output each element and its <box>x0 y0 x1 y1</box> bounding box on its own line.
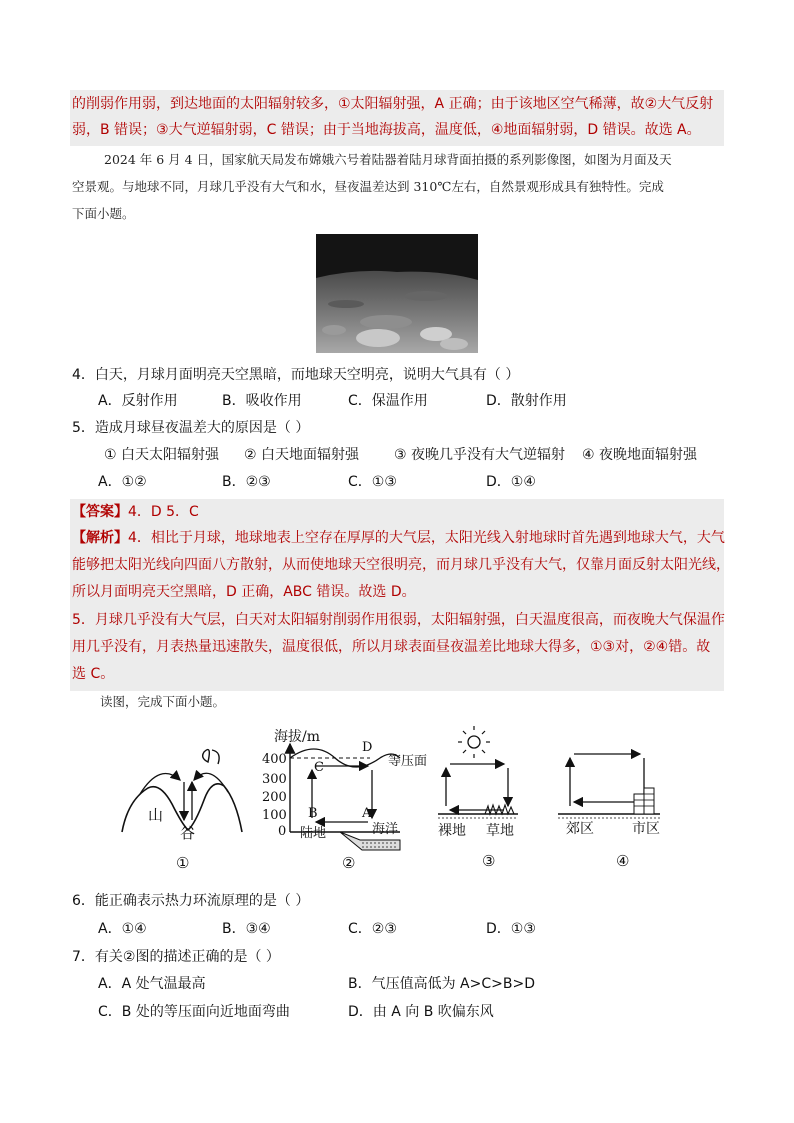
suburb-label: 郊区 <box>566 821 594 837</box>
mountain-label: 山 <box>148 806 164 824</box>
land-label: 陆地 <box>300 826 327 841</box>
option-d: D．①③ <box>486 921 536 937</box>
option-b: B．②③ <box>222 474 271 490</box>
isobar-label: 等压面 <box>388 754 428 769</box>
grassland-label: 草地 <box>486 823 514 839</box>
city-label: 市区 <box>632 821 660 837</box>
diagram-number: ② <box>342 854 356 872</box>
option-c: C．B 处的等压面向近地面弯曲 <box>98 1004 290 1020</box>
option-c: C．②③ <box>348 921 397 937</box>
diagram-4-suburb-city <box>558 754 660 818</box>
analysis-line: 5．月球几乎没有大气层，白天对太阳辐射削弱作用很弱，太阳辐射强，白天温度很高，而夜晚大气保温作 <box>72 612 725 628</box>
diagram-number: ③ <box>482 852 496 870</box>
point-c-label: C <box>314 760 324 775</box>
option-b: B．③④ <box>222 921 271 937</box>
y-axis-label: 海拔/m <box>274 729 320 745</box>
analysis-line: 能够把太阳光线向四面八方散射，从而使地球天空很明亮，而月球几乎没有大气，仅靠月面反射太阳光线， <box>72 557 730 573</box>
answer-text: 4．D 5．C <box>128 504 199 520</box>
bare-land-label: 裸地 <box>438 823 466 839</box>
analysis-tag: 【解析】 <box>72 530 128 546</box>
valley-label: 谷 <box>180 824 196 842</box>
explanation-line: 弱，B 错误；③大气逆辐射弱，C 错误；由于当地海拔高，温度低，④地面辐射弱，D 错误。故选 A。 <box>72 122 701 138</box>
option-a: A．①② <box>98 474 147 490</box>
option-d: D．①④ <box>486 474 536 490</box>
question-4-stem: 4．白天，月球月面明亮天空黑暗，而地球天空明亮，说明大气具有（ ） <box>72 367 520 383</box>
diagram-number: ① <box>176 854 190 872</box>
tick-label: 200 <box>262 790 287 805</box>
option-d: D．由 A 向 B 吹偏东风 <box>348 1004 494 1020</box>
statement-item: ④ 夜晚地面辐射强 <box>582 447 698 463</box>
point-d-label: D <box>362 740 373 755</box>
option-b: B．气压值高低为 A>C>B>D <box>348 976 535 992</box>
diagram-number: ④ <box>616 852 630 870</box>
sea-label: 海洋 <box>372 822 399 837</box>
tick-label: 300 <box>262 772 287 787</box>
analysis-line: 用几乎没有，月表热量迅速散失，温度很低，所以月球表面昼夜温差比地球大得多，①③对，②④错。故 <box>72 639 711 655</box>
analysis-line <box>72 525 725 551</box>
question-5-stem: 5．造成月球昼夜温差大的原因是（ ） <box>72 420 310 436</box>
option-c: C．保温作用 <box>348 393 428 409</box>
statement-item: ② 白天地面辐射强 <box>244 447 360 463</box>
option-a: A．①④ <box>98 921 147 937</box>
diagram-3-bare-grass <box>438 726 518 818</box>
passage-text: 读图，完成下面小题。 <box>100 694 226 709</box>
analysis-text: 4．相比于月球，地球地表上空存在厚厚的大气层，太阳光线入射地球时首先遇到地球大气，大气 <box>128 530 725 546</box>
option-a: A．A 处气温最高 <box>98 976 206 992</box>
analysis-line: 所以月面明亮天空黑暗，D 正确，ABC 错误。故选 D。 <box>72 584 416 600</box>
circulation-diagrams <box>100 722 700 882</box>
answer-tag: 【答案】 <box>72 504 128 520</box>
tick-label: 100 <box>262 808 287 823</box>
option-a: A．反射作用 <box>98 393 178 409</box>
diagram-svg <box>100 722 700 882</box>
point-b-label: B <box>308 806 318 821</box>
statement-item: ③ 夜晚几乎没有大气逆辐射 <box>394 447 566 463</box>
passage-text: 2024 年 6 月 4 日，国家航天局发布嫦娥六号着陆器着陆月球背面拍摄的系列影像图，如图为月面及天 <box>104 152 672 167</box>
passage-text: 下面小题。 <box>72 206 135 221</box>
option-b: B．吸收作用 <box>222 393 302 409</box>
option-c: C．①③ <box>348 474 397 490</box>
tick-label: 0 <box>278 824 287 839</box>
point-a-label: A <box>362 806 372 821</box>
moon-surface-photo <box>316 234 478 353</box>
analysis-line: 选 C。 <box>72 666 115 682</box>
question-7-stem: 7．有关②图的描述正确的是（ ） <box>72 949 280 965</box>
question-6-stem: 6．能正确表示热力环流原理的是（ ） <box>72 893 310 909</box>
diagram-1-mountain-valley <box>122 750 242 832</box>
option-d: D．散射作用 <box>486 393 567 409</box>
statement-item: ① 白天太阳辐射强 <box>104 447 220 463</box>
explanation-line: 的削弱作用弱，到达地面的太阳辐射较多，①太阳辐射强，A 正确；由于该地区空气稀薄，故②大气反射 <box>72 96 714 112</box>
passage-text: 空景观。与地球不同，月球几乎没有大气和水，昼夜温差达到 310℃左右，自然景观形成具有独特性。完成 <box>72 179 664 194</box>
moon-surface-image <box>316 234 478 353</box>
answer-line <box>72 499 199 525</box>
tick-label: 400 <box>262 752 287 767</box>
